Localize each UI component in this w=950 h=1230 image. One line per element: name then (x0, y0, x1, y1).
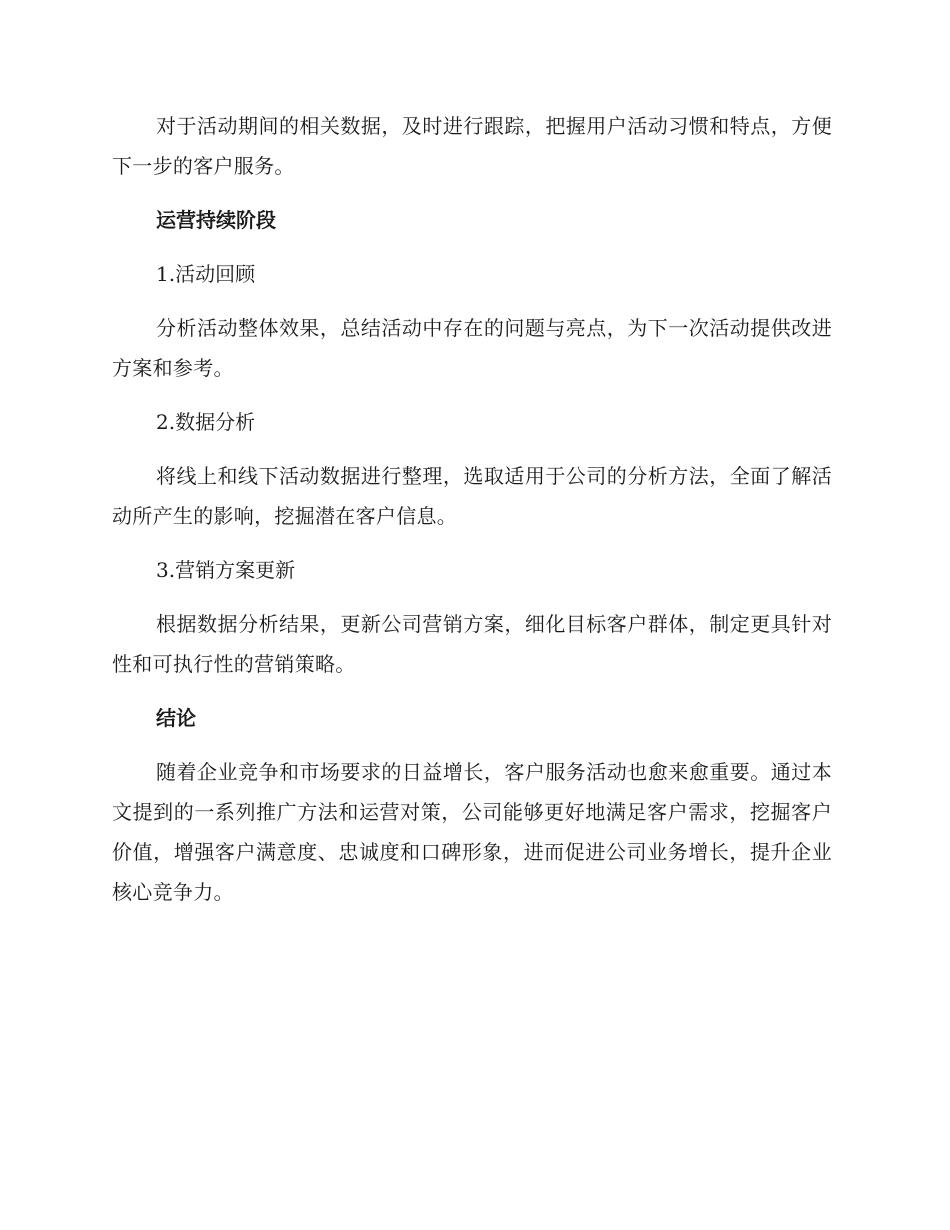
paragraph-conclusion: 随着企业竞争和市场要求的日益增长，客户服务活动也愈来愈重要。通过本文提到的一系列推广方法和运营对策，公司能够更好地满足客户需求，挖掘客户价值，增强客户满意度、忠诚度和口碑形象，进而促进公司业务增长，提升企业核心竞争力。 (112, 760, 832, 904)
spacer (112, 240, 832, 254)
spacer (112, 590, 832, 604)
document-page (112, 106, 832, 912)
spacer (112, 536, 832, 550)
paragraph-marketing-update: 根据数据分析结果，更新公司营销方案，细化目标客户群体，制定更具针对性和可执行性的营销策略。 (112, 612, 832, 676)
section-heading-conclusion: 结论 (156, 706, 196, 730)
paragraph-activity-data: 对于活动期间的相关数据，及时进行跟踪，把握用户活动习惯和特点，方便下一步的客户服务。 (112, 114, 832, 178)
spacer (112, 294, 832, 308)
section-heading-operations: 运营持续阶段 (156, 208, 276, 232)
spacer (112, 442, 832, 456)
subheading-data-analysis: 2.数据分析 (156, 410, 256, 434)
subheading-marketing-update: 3.营销方案更新 (156, 558, 296, 582)
paragraph-activity-review: 分析活动整体效果，总结活动中存在的问题与亮点，为下一次活动提供改进方案和参考。 (112, 316, 832, 380)
subheading-activity-review: 1.活动回顾 (156, 262, 256, 286)
spacer (112, 388, 832, 402)
spacer (112, 684, 832, 698)
paragraph-data-analysis: 将线上和线下活动数据进行整理，选取适用于公司的分析方法，全面了解活动所产生的影响，挖掘潜在客户信息。 (112, 464, 832, 528)
spacer (112, 738, 832, 752)
spacer (112, 186, 832, 200)
